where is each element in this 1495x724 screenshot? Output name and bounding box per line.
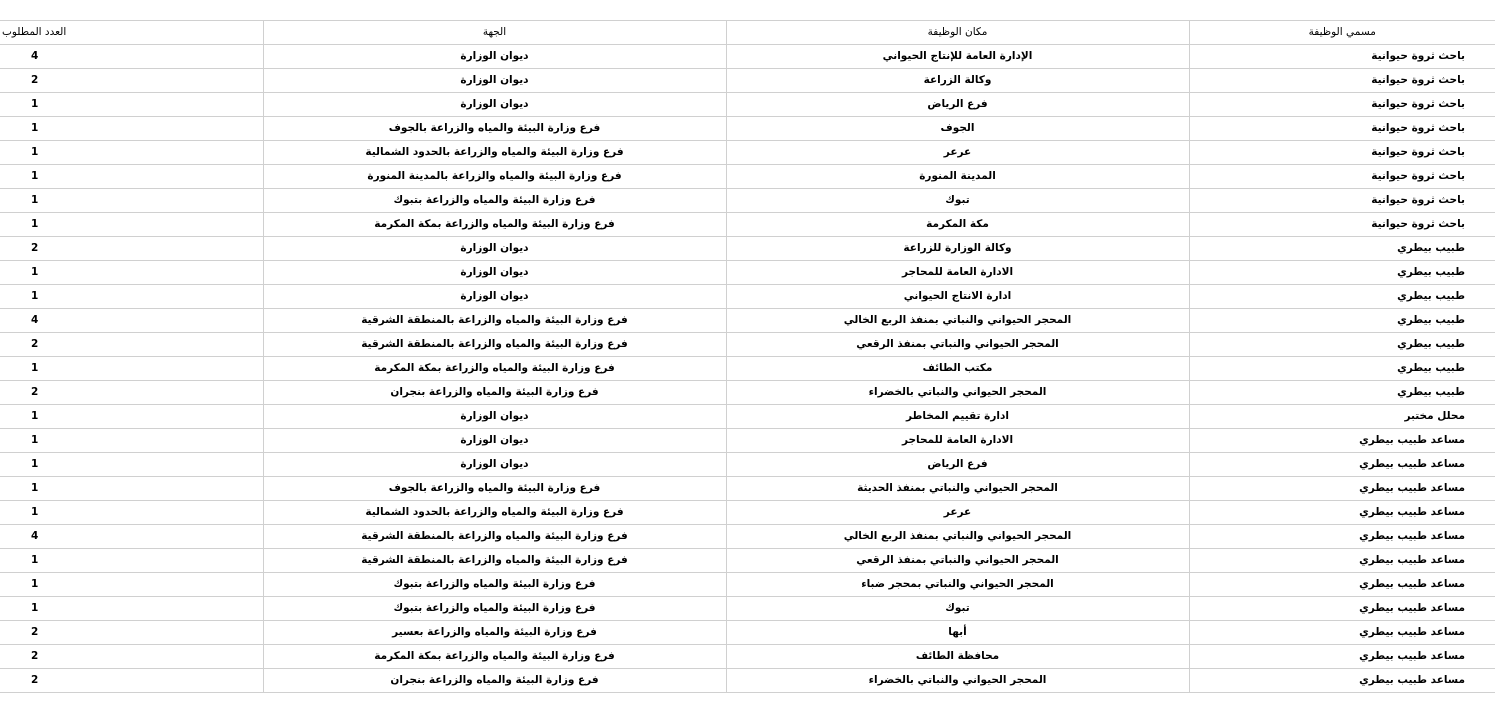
cell-job-title: مساعد طبيب بيطري xyxy=(1189,549,1495,573)
cell-entity: ديوان الوزارة xyxy=(263,45,726,69)
cell-entity: فرع وزارة البيئة والمياه والزراعة بتبوك xyxy=(263,189,726,213)
cell-job-title: طبيب بيطري xyxy=(1189,333,1495,357)
cell-job-title: مساعد طبيب بيطري xyxy=(1189,645,1495,669)
cell-entity: فرع وزارة البيئة والمياه والزراعة بالمنطقة الشرقية xyxy=(263,333,726,357)
jobs-table xyxy=(0,20,1495,693)
cell-job-title: طبيب بيطري xyxy=(1189,309,1495,333)
table-row xyxy=(0,381,1495,405)
cell-count: 1 xyxy=(0,597,263,621)
table-row xyxy=(0,69,1495,93)
cell-job-title: طبيب بيطري xyxy=(1189,357,1495,381)
table-row xyxy=(0,597,1495,621)
cell-count: 1 xyxy=(0,549,263,573)
table-row xyxy=(0,453,1495,477)
table-row xyxy=(0,141,1495,165)
cell-job-place: مكة المكرمة xyxy=(726,213,1189,237)
cell-job-title: باحث ثروة حيوانية xyxy=(1189,117,1495,141)
cell-entity: ديوان الوزارة xyxy=(263,405,726,429)
cell-job-title: مساعد طبيب بيطري xyxy=(1189,621,1495,645)
cell-job-title: طبيب بيطري xyxy=(1189,285,1495,309)
header-job-place: مكان الوظيفة xyxy=(726,21,1189,45)
cell-job-place: عرعر xyxy=(726,501,1189,525)
cell-entity: فرع وزارة البيئة والمياه والزراعة بتبوك xyxy=(263,573,726,597)
cell-job-place: المحجر الحيواني والنباتي بالخضراء xyxy=(726,381,1189,405)
cell-job-place: المحجر الحيواني والنباتي بالخضراء xyxy=(726,669,1189,693)
cell-job-place: المحجر الحيواني والنباتي بمنفذ الربع الخالي xyxy=(726,525,1189,549)
cell-entity: ديوان الوزارة xyxy=(263,93,726,117)
cell-entity: فرع وزارة البيئة والمياه والزراعة بتبوك xyxy=(263,597,726,621)
table-row xyxy=(0,309,1495,333)
cell-job-title: مساعد طبيب بيطري xyxy=(1189,429,1495,453)
cell-entity: ديوان الوزارة xyxy=(263,429,726,453)
cell-job-title: باحث ثروة حيوانية xyxy=(1189,165,1495,189)
cell-job-place: تبوك xyxy=(726,597,1189,621)
cell-count: 4 xyxy=(0,45,263,69)
table-header-row xyxy=(0,21,1495,45)
cell-job-place: ادارة الانتاج الحيواني xyxy=(726,285,1189,309)
table-row xyxy=(0,189,1495,213)
cell-job-place: الادارة العامة للمحاجر xyxy=(726,429,1189,453)
cell-job-title: مساعد طبيب بيطري xyxy=(1189,573,1495,597)
cell-job-place: مكتب الطائف xyxy=(726,357,1189,381)
cell-count: 1 xyxy=(0,213,263,237)
cell-count: 2 xyxy=(0,621,263,645)
cell-job-place: الإدارة العامة للإنتاج الحيواني xyxy=(726,45,1189,69)
cell-count: 1 xyxy=(0,261,263,285)
cell-entity: فرع وزارة البيئة والمياه والزراعة بالجوف xyxy=(263,117,726,141)
cell-job-title: مساعد طبيب بيطري xyxy=(1189,597,1495,621)
cell-count: 4 xyxy=(0,525,263,549)
table-row xyxy=(0,549,1495,573)
cell-job-place: المحجر الحيواني والنباتي بمنفذ الرقعي xyxy=(726,333,1189,357)
table-row xyxy=(0,117,1495,141)
cell-count: 1 xyxy=(0,141,263,165)
cell-job-title: طبيب بيطري xyxy=(1189,237,1495,261)
cell-job-place: المحجر الحيواني والنباتي بمنفذ الربع الخالي xyxy=(726,309,1189,333)
cell-job-title: باحث ثروة حيوانية xyxy=(1189,45,1495,69)
cell-job-place: المحجر الحيواني والنباتي بمنفذ الحديثة xyxy=(726,477,1189,501)
cell-job-place: ادارة تقييم المخاطر xyxy=(726,405,1189,429)
cell-job-title: باحث ثروة حيوانية xyxy=(1189,69,1495,93)
cell-count: 1 xyxy=(0,573,263,597)
cell-count: 2 xyxy=(0,381,263,405)
table-body xyxy=(0,45,1495,693)
table-row xyxy=(0,333,1495,357)
cell-count: 2 xyxy=(0,237,263,261)
cell-count: 2 xyxy=(0,69,263,93)
cell-count: 1 xyxy=(0,453,263,477)
table-row xyxy=(0,645,1495,669)
header-job-title: مسمي الوظيفة xyxy=(1189,21,1495,45)
cell-entity: فرع وزارة البيئة والمياه والزراعة بالحدود الشمالية xyxy=(263,141,726,165)
table-row xyxy=(0,285,1495,309)
cell-job-title: باحث ثروة حيوانية xyxy=(1189,141,1495,165)
cell-entity: ديوان الوزارة xyxy=(263,285,726,309)
cell-job-place: المحجر الحيواني والنباتي بمحجر ضباء xyxy=(726,573,1189,597)
cell-job-title: محلل مختبر xyxy=(1189,405,1495,429)
table-row xyxy=(0,357,1495,381)
cell-entity: فرع وزارة البيئة والمياه والزراعة بالمنطقة الشرقية xyxy=(263,309,726,333)
cell-count: 1 xyxy=(0,117,263,141)
cell-entity: فرع وزارة البيئة والمياه والزراعة بمكة المكرمة xyxy=(263,645,726,669)
cell-count: 1 xyxy=(0,93,263,117)
cell-job-place: فرع الرياض xyxy=(726,453,1189,477)
cell-job-title: مساعد طبيب بيطري xyxy=(1189,669,1495,693)
cell-count: 1 xyxy=(0,189,263,213)
table-row xyxy=(0,669,1495,693)
jobs-table-container xyxy=(0,20,1495,693)
cell-job-title: مساعد طبيب بيطري xyxy=(1189,477,1495,501)
cell-count: 1 xyxy=(0,165,263,189)
cell-entity: فرع وزارة البيئة والمياه والزراعة بالمدينة المنورة xyxy=(263,165,726,189)
cell-job-title: باحث ثروة حيوانية xyxy=(1189,93,1495,117)
table-row xyxy=(0,261,1495,285)
cell-entity: ديوان الوزارة xyxy=(263,237,726,261)
cell-entity: فرع وزارة البيئة والمياه والزراعة بنجران xyxy=(263,381,726,405)
cell-count: 1 xyxy=(0,285,263,309)
cell-job-place: عرعر xyxy=(726,141,1189,165)
cell-count: 1 xyxy=(0,501,263,525)
cell-job-place: الادارة العامة للمحاجر xyxy=(726,261,1189,285)
cell-job-title: مساعد طبيب بيطري xyxy=(1189,525,1495,549)
table-row xyxy=(0,237,1495,261)
cell-job-place: المدينة المنورة xyxy=(726,165,1189,189)
cell-entity: فرع وزارة البيئة والمياه والزراعة بالجوف xyxy=(263,477,726,501)
cell-entity: ديوان الوزارة xyxy=(263,453,726,477)
cell-job-place: الجوف xyxy=(726,117,1189,141)
cell-entity: فرع وزارة البيئة والمياه والزراعة بمكة المكرمة xyxy=(263,357,726,381)
cell-job-title: طبيب بيطري xyxy=(1189,381,1495,405)
cell-count: 2 xyxy=(0,333,263,357)
table-row xyxy=(0,501,1495,525)
cell-entity: فرع وزارة البيئة والمياه والزراعة بنجران xyxy=(263,669,726,693)
cell-job-title: مساعد طبيب بيطري xyxy=(1189,453,1495,477)
cell-entity: فرع وزارة البيئة والمياه والزراعة بعسير xyxy=(263,621,726,645)
cell-job-place: وكالة الزراعة xyxy=(726,69,1189,93)
table-row xyxy=(0,405,1495,429)
cell-count: 2 xyxy=(0,645,263,669)
cell-count: 1 xyxy=(0,357,263,381)
cell-job-place: المحجر الحيواني والنباتي بمنفذ الرقعي xyxy=(726,549,1189,573)
table-row xyxy=(0,573,1495,597)
cell-job-title: باحث ثروة حيوانية xyxy=(1189,189,1495,213)
header-entity: الجهة xyxy=(263,21,726,45)
cell-job-title: باحث ثروة حيوانية xyxy=(1189,213,1495,237)
table-row xyxy=(0,165,1495,189)
cell-count: 1 xyxy=(0,405,263,429)
cell-job-place: محافظة الطائف xyxy=(726,645,1189,669)
cell-job-place: تبوك xyxy=(726,189,1189,213)
cell-job-title: مساعد طبيب بيطري xyxy=(1189,501,1495,525)
cell-job-place: فرع الرياض xyxy=(726,93,1189,117)
table-row xyxy=(0,93,1495,117)
cell-job-title: طبيب بيطري xyxy=(1189,261,1495,285)
table-row xyxy=(0,621,1495,645)
cell-count: 1 xyxy=(0,477,263,501)
cell-entity: فرع وزارة البيئة والمياه والزراعة بمكة المكرمة xyxy=(263,213,726,237)
cell-entity: فرع وزارة البيئة والمياه والزراعة بالمنطقة الشرقية xyxy=(263,549,726,573)
cell-count: 4 xyxy=(0,309,263,333)
cell-job-place: أبها xyxy=(726,621,1189,645)
header-count: العدد المطلوب xyxy=(0,21,263,45)
cell-count: 1 xyxy=(0,429,263,453)
cell-count: 2 xyxy=(0,669,263,693)
cell-job-place: وكالة الوزارة للزراعة xyxy=(726,237,1189,261)
cell-entity: ديوان الوزارة xyxy=(263,261,726,285)
table-row xyxy=(0,429,1495,453)
cell-entity: ديوان الوزارة xyxy=(263,69,726,93)
table-row xyxy=(0,525,1495,549)
cell-entity: فرع وزارة البيئة والمياه والزراعة بالمنطقة الشرقية xyxy=(263,525,726,549)
table-row xyxy=(0,213,1495,237)
table-row xyxy=(0,477,1495,501)
table-row xyxy=(0,45,1495,69)
cell-entity: فرع وزارة البيئة والمياه والزراعة بالحدود الشمالية xyxy=(263,501,726,525)
